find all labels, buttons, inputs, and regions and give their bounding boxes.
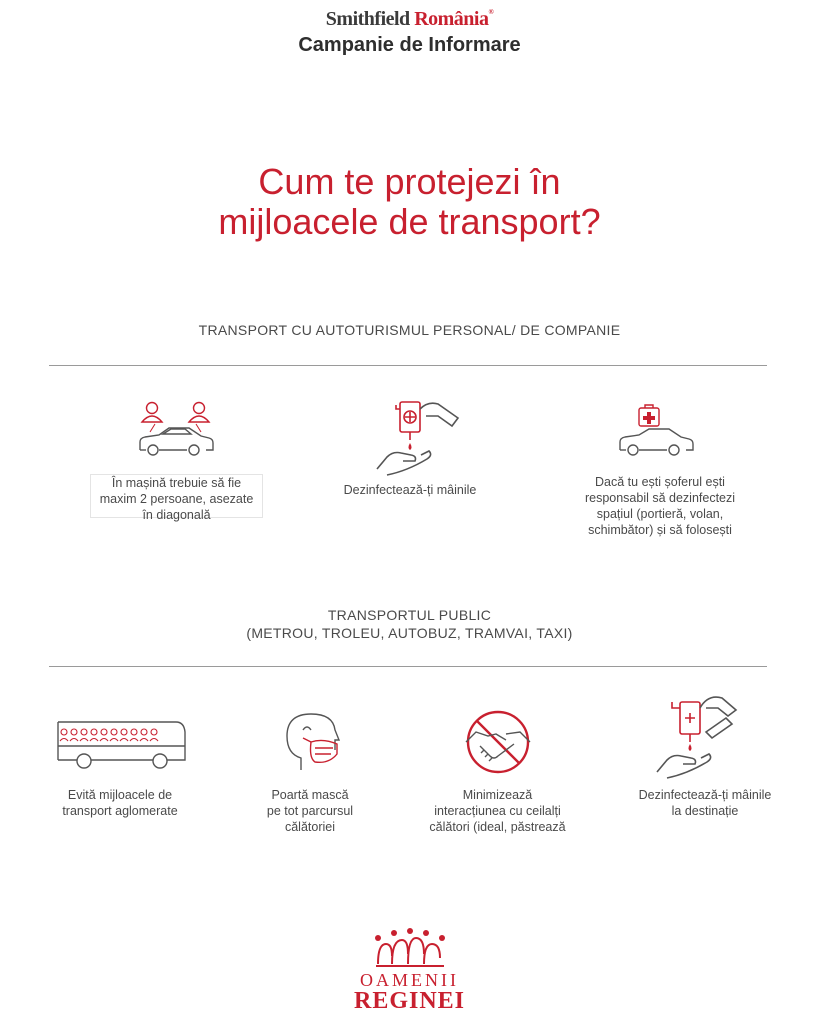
caption-avoid-crowded: [40, 787, 200, 819]
caption-line: spațiul (portieră, volan,: [596, 507, 724, 521]
caption-minimize-interaction: [405, 787, 590, 835]
page-title-line-1: Cum te protejezi în: [258, 161, 561, 202]
face-mask-icon: [283, 710, 345, 776]
caption-line: în diagonală: [142, 508, 211, 522]
campaign-title: Campanie de Informare: [298, 34, 521, 56]
caption-disinfect-destination: [610, 787, 800, 819]
caption-car-passengers: [90, 474, 263, 522]
section-divider: [49, 666, 767, 667]
page-title: [0, 162, 819, 242]
caption-line: la destinație: [671, 804, 739, 818]
brand-name: Smithfield: [325, 8, 410, 30]
caption-line: călătoriei: [284, 820, 336, 834]
caption-line: Evită mijloacele de: [67, 788, 173, 802]
car-first-aid-icon: [615, 402, 695, 462]
caption-line: călători (ideal, păstrează: [429, 820, 566, 834]
caption-line: În mașină trebuie să fie: [111, 476, 242, 490]
brand-logo: [0, 8, 819, 31]
caption-wear-mask: [240, 787, 380, 835]
caption-line: transport aglomerate: [62, 804, 178, 818]
caption-line: Poartă mască: [271, 788, 349, 802]
section-title-public: [0, 606, 819, 642]
hand-sanitizer-icon: [372, 397, 462, 477]
caption-line: interacțiunea cu ceilalți: [434, 804, 561, 818]
crown-logo-icon: [374, 928, 446, 968]
footer-logo-word-2: REGINEI: [353, 988, 466, 1014]
section-divider: [49, 365, 767, 366]
section-title-line: (METROU, TROLEU, AUTOBUZ, TRAMVAI, TAXI): [246, 625, 573, 641]
section-title-car: TRANSPORT CU AUTOTURISMUL PERSONAL/ DE COMPANIE: [198, 322, 621, 338]
page-title-line-2: mijloacele de transport?: [218, 201, 601, 242]
section-title-line: TRANSPORTUL PUBLIC: [327, 607, 492, 623]
caption-line: pe tot parcursul: [266, 804, 354, 818]
hand-sanitizer-icon: [652, 692, 742, 780]
crowded-bus-icon: [55, 718, 187, 774]
caption-line: responsabil să dezinfectezi: [584, 491, 736, 505]
registered-mark: ®: [488, 8, 494, 16]
caption-line: Minimizează: [462, 788, 533, 802]
caption-line: Dezinfectează-ți mâinile: [638, 788, 772, 802]
caption-line: maxim 2 persoane, asezate: [99, 492, 254, 506]
caption-line: schimbător) și să folosești: [588, 523, 732, 537]
brand-country: România: [414, 8, 489, 30]
caption-driver-disinfect: [560, 474, 760, 538]
no-handshake-icon: [460, 708, 536, 774]
caption-line: Dacă tu ești șoferul ești: [595, 475, 725, 489]
caption-line: Dezinfectează-ți mâinile: [343, 483, 477, 497]
caption-disinfect-hands: [320, 482, 500, 498]
car-passengers-icon: [135, 398, 215, 460]
footer-logo-word-1: OAMENII: [360, 970, 459, 990]
